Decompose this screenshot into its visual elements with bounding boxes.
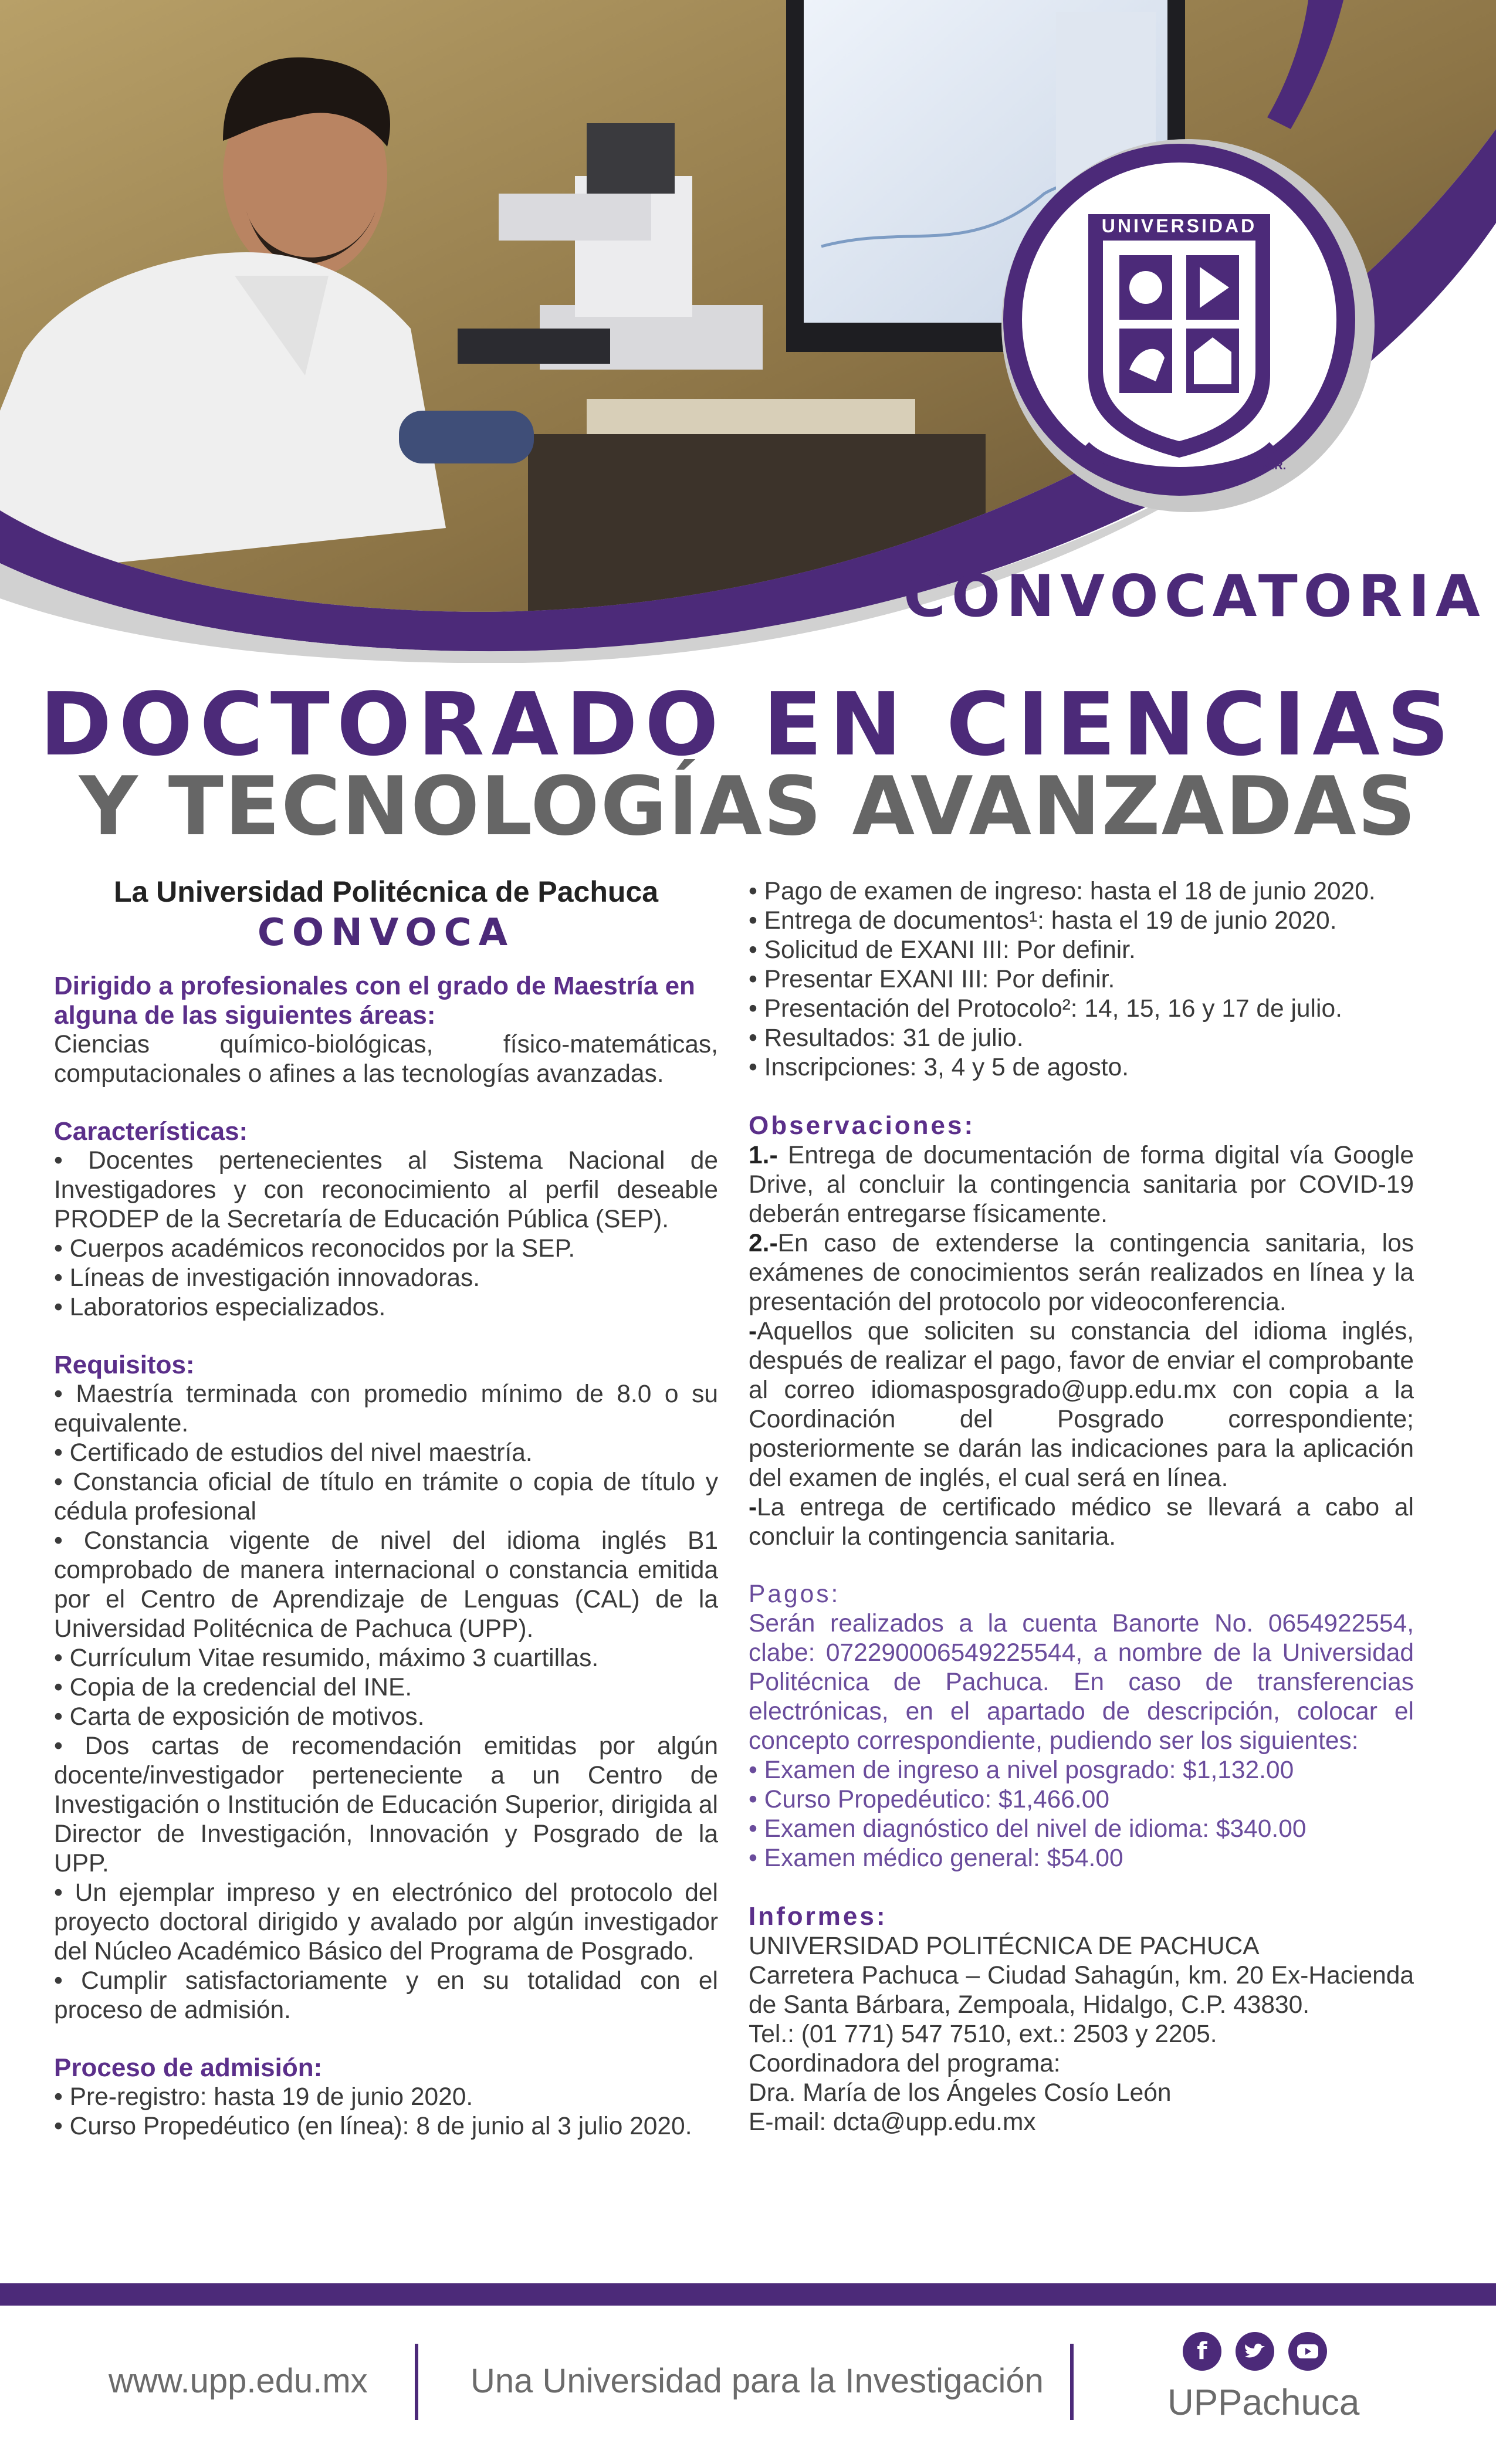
list-item: • Entrega de documentos¹: hasta el 19 de junio 2020.	[749, 907, 1337, 935]
list-item: • Cumplir satisfactoriamente y en su totalidad con el proceso de admisión.	[54, 1967, 718, 2024]
footer-bar	[0, 2283, 1496, 2306]
list-item: • Pago de examen de ingreso: hasta el 18 de junio 2020.	[749, 878, 1376, 905]
list-item: • Presentar EXANI III: Por definir.	[749, 966, 1115, 993]
page-title-line1: DOCTORADO EN CIENCIAS	[39, 674, 1457, 775]
pagos-text: Serán realizados a la cuenta Banorte No. 0654922554, clabe: 072290006549225544, a nombre de la Universidad Politécnica de Pachuca. En caso de transferencias electrónicas, en el apartado de descripción, colocar el concepto correspondiente, pudiendo ser los siguientes:	[749, 1610, 1414, 1755]
footer-slogan: Una Universidad para la Investigación	[471, 2362, 1044, 2400]
observacion-3: -Aquellos que soliciten su constancia del idioma inglés, después de realizar el pago, favor de enviar el comprobante al correo idiomasposgrado@upp.edu.mx con copia a la Coordinación del Posgrado correspondiente; posteriormente se darán las indicaciones para la aplicación del examen de inglés, el cual será en línea.	[749, 1318, 1414, 1492]
observaciones-heading: Observaciones:	[749, 1111, 976, 1140]
list-item: E-mail: dcta@upp.edu.mx	[749, 2108, 1036, 2136]
obs1-number: 1.-	[749, 1142, 778, 1169]
pagos-heading: Pagos:	[749, 1580, 841, 1608]
list-item: Dra. María de los Ángeles Cosío León	[749, 2079, 1172, 2107]
convocatoria-label: CONVOCATORIA	[903, 563, 1486, 630]
list-item: • Presentación del Protocolo²: 14, 15, 16 y 17 de julio.	[749, 995, 1342, 1023]
university-logo	[1001, 139, 1375, 512]
obs3-dash: -	[749, 1318, 757, 1345]
footer-divider	[1070, 2344, 1074, 2420]
social-handle[interactable]: UPPachuca	[1167, 2382, 1360, 2423]
caracteristicas-heading: Características:	[54, 1117, 248, 1146]
list-item: • Inscripciones: 3, 4 y 5 de agosto.	[749, 1054, 1129, 1081]
list-item: • Constancia oficial de título en trámite o copia de título y cédula profesional	[54, 1468, 718, 1525]
logo-text-top: UNIVERSIDAD	[1101, 215, 1257, 236]
requisitos-heading: Requisitos:	[54, 1351, 195, 1379]
informes-list	[749, 1932, 1414, 2137]
list-item: • Certificado de estudios del nivel maestría.	[54, 1439, 533, 1467]
list-item: • Curso Propedéutico (en línea): 8 de junio al 3 julio 2020.	[54, 2113, 692, 2140]
list-item: • Curso Propedéutico: $1,466.00	[749, 1786, 1110, 1813]
dirigido-text: Ciencias químico-biológicas, físico-matemáticas, computacionales o afines a las tecnologías avanzadas.	[54, 1031, 718, 1088]
facebook-icon[interactable]: f	[1183, 2332, 1221, 2371]
list-item: • Constancia vigente de nivel del idioma inglés B1 comprobado de manera internacional o constancia emitida por el Centro de Aprendizaje de Lenguas (CAL) de la Universidad Politécnica de Pachuca (UPP).	[54, 1527, 718, 1643]
list-item: • Examen de ingreso a nivel posgrado: $1,132.00	[749, 1756, 1294, 1784]
observacion-2: 2.-En caso de extenderse la contingencia sanitaria, los exámenes de conocimientos serán realizados en línea y la presentación del protocolo por videoconferencia.	[749, 1230, 1414, 1316]
list-item: • Resultados: 31 de julio.	[749, 1024, 1024, 1052]
footer-website-link[interactable]: www.upp.edu.mx	[109, 2362, 368, 2400]
list-item: • Pre-registro: hasta 19 de junio 2020.	[54, 2083, 473, 2111]
list-item: UNIVERSIDAD POLITÉCNICA DE PACHUCA	[749, 1932, 1260, 1960]
list-item: Coordinadora del programa:	[749, 2050, 1061, 2077]
twitter-icon[interactable]	[1236, 2332, 1274, 2371]
observacion-1: 1.- Entrega de documentación de forma digital vía Google Drive, al concluir la contingencia sanitaria por COVID-19 deberán entregarse físicamente.	[749, 1142, 1414, 1228]
convoca-label: CONVOCA	[257, 911, 515, 955]
obs2-number: 2.-	[749, 1230, 778, 1257]
requisitos-list	[54, 1380, 718, 2025]
footer-divider	[415, 2344, 418, 2420]
observacion-4: -La entrega de certificado médico se llevará a cabo al concluir la contingencia sanitaria.	[749, 1494, 1414, 1551]
fechas-list	[749, 877, 1414, 1082]
dirigido-heading: Dirigido a profesionales con el grado de Maestría en alguna de las siguientes áreas:	[54, 972, 695, 1030]
youtube-icon[interactable]	[1288, 2332, 1327, 2371]
obs4-dash: -	[749, 1494, 757, 1521]
list-item: • Docentes pertenecientes al Sistema Nacional de Investigadores y con reconocimiento al perfil deseable PRODEP de la Secretaría de Educación Pública (SEP).	[54, 1147, 718, 1233]
list-item: • Dos cartas de recomendación emitidas por algún docente/investigador perteneciente a un Centro de Investigación o Institución de Educación Superior, dirigida al Director de Investigación, Innovación y Posgrado de la UPP.	[54, 1732, 718, 1877]
pagos-list	[749, 1756, 1414, 1873]
caracteristicas-list	[54, 1146, 718, 1322]
list-item: • Examen diagnóstico del nivel de idioma: $340.00	[749, 1815, 1307, 1843]
left-column	[54, 874, 718, 2141]
informes-heading: Informes:	[749, 1902, 888, 1931]
logo-mark: M.R.	[1261, 459, 1287, 472]
list-item: • Líneas de investigación innovadoras.	[54, 1264, 480, 1292]
list-item: • Solicitud de EXANI III: Por definir.	[749, 936, 1136, 964]
page-title-line2: Y TECNOLOGÍAS AVANZADAS	[79, 759, 1417, 854]
list-item: • Currículum Vitae resumido, máximo 3 cuartillas.	[54, 1644, 599, 1672]
list-item: • Cuerpos académicos reconocidos por la SEP.	[54, 1235, 576, 1263]
proceso-list	[54, 2083, 718, 2141]
list-item: Carretera Pachuca – Ciudad Sahagún, km. 20 Ex-Hacienda de Santa Bárbara, Zempoala, Hidalgo, C.P. 43830.	[749, 1962, 1414, 2019]
list-item: • Carta de exposición de motivos.	[54, 1703, 425, 1731]
right-column	[749, 877, 1414, 2137]
list-item: • Laboratorios especializados.	[54, 1294, 386, 1321]
list-item: Tel.: (01 771) 547 7510, ext.: 2503 y 2205.	[749, 2020, 1217, 2048]
list-item: • Maestría terminada con promedio mínimo de 8.0 o su equivalente.	[54, 1380, 718, 1437]
list-item: • Copia de la credencial del INE.	[54, 1674, 412, 1701]
list-item: • Un ejemplar impreso y en electrónico del protocolo del proyecto doctoral dirigido y avalado por algún investigador del Núcleo Académico Básico del Programa de Posgrado.	[54, 1879, 718, 1965]
proceso-heading: Proceso de admisión:	[54, 2053, 323, 2082]
institution-name: La Universidad Politécnica de Pachuca	[113, 875, 659, 908]
list-item: • Examen médico general: $54.00	[749, 1844, 1123, 1872]
